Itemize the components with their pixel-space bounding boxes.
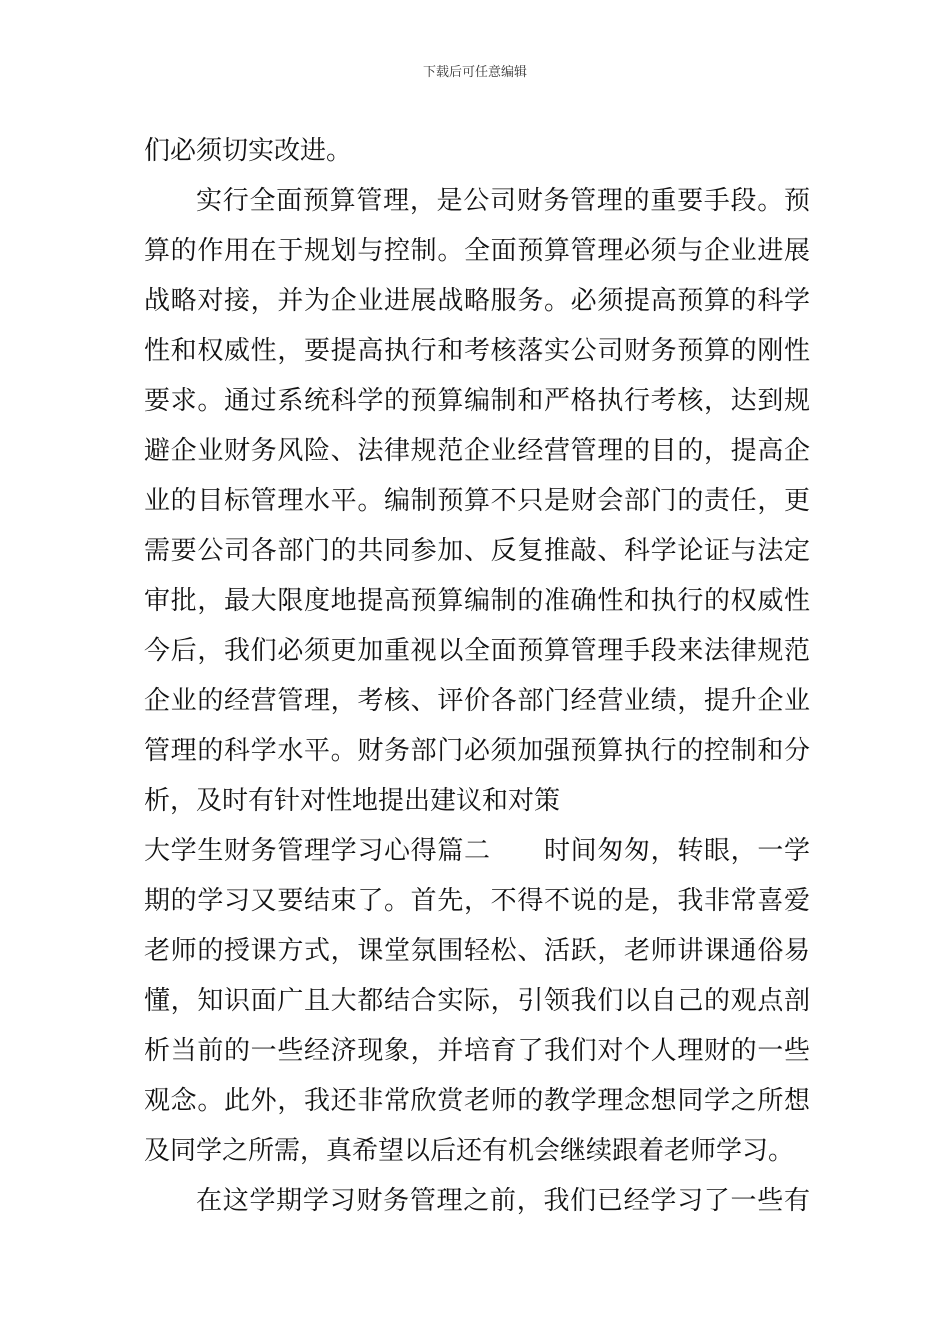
text-line: 观念。此外，我还非常欣赏老师的教学理念想同学之所想 xyxy=(144,1086,810,1116)
text-line: 企业的经营管理，考核、评价各部门经营业绩，提升企业 xyxy=(144,686,810,716)
text-line: 老师的授课方式，课堂氛围轻松、活跃，老师讲课通俗易 xyxy=(144,936,810,966)
document-body xyxy=(144,126,810,1226)
section-heading-line: 大学生财务管理学习心得篇二 时间匆匆，转眼，一学 xyxy=(144,836,810,866)
text-line: 们必须切实改进。 xyxy=(144,136,353,166)
text-line: 要求。通过系统科学的预算编制和严格执行考核，达到规 xyxy=(144,386,810,416)
text-line: 算的作用在于规划与控制。全面预算管理必须与企业进展 xyxy=(144,236,810,266)
text-line: 管理的科学水平。财务部门必须加强预算执行的控制和分 xyxy=(144,736,810,766)
text-line: 期的学习又要结束了。首先，不得不说的是，我非常喜爱 xyxy=(144,886,810,916)
text-line: 今后，我们必须更加重视以全面预算管理手段来法律规范 xyxy=(144,636,810,666)
text-line: 析，及时有针对性地提出建议和对策 xyxy=(144,786,561,816)
text-line: 在这学期学习财务管理之前，我们已经学习了一些有 xyxy=(196,1186,810,1216)
text-line: 审批，最大限度地提高预算编制的准确性和执行的权威性 xyxy=(144,586,810,616)
text-line: 及同学之所需，真希望以后还有机会继续跟着老师学习。 xyxy=(144,1136,795,1166)
text-line: 懂，知识面广且大都结合实际，引领我们以自己的观点剖 xyxy=(144,986,810,1016)
page-header: 下载后可任意编辑 xyxy=(422,65,527,80)
text-line: 实行全面预算管理，是公司财务管理的重要手段。预 xyxy=(196,186,810,216)
text-line: 性和权威性，要提高执行和考核落实公司财务预算的刚性 xyxy=(144,336,810,366)
text-line: 战略对接，并为企业进展战略服务。必须提高预算的科学 xyxy=(144,286,810,316)
text-line: 析当前的一些经济现象，并培育了我们对个人理财的一些 xyxy=(144,1036,810,1066)
text-line: 业的目标管理水平。编制预算不只是财会部门的责任，更 xyxy=(144,486,810,516)
text-line: 避企业财务风险、法律规范企业经营管理的目的，提高企 xyxy=(144,436,810,466)
text-line: 需要公司各部门的共同参加、反复推敲、科学论证与法定 xyxy=(144,536,810,566)
